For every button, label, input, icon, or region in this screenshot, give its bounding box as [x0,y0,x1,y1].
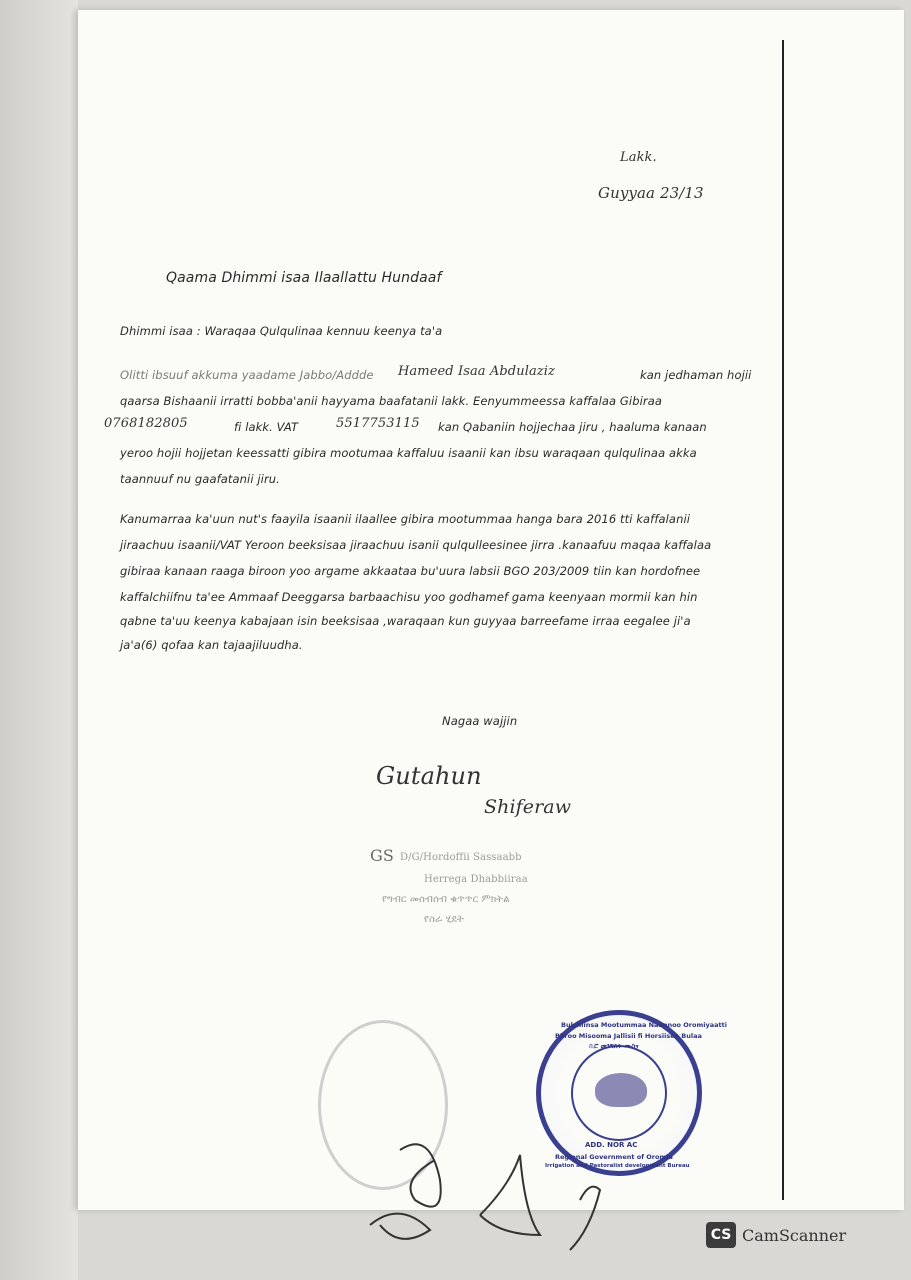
handwritten-tin: 0768182805 [104,416,188,431]
paragraph1-vat-label: fi lakk. VAT [234,420,299,434]
paragraph1-line5: taannuuf nu gaafatanii jiru. [120,472,280,486]
stamp-text-bottom2: Irrigation and Pastoralist development Bureau [545,1163,690,1169]
initial-scribble-3 [480,1155,540,1235]
signatory-title-1: D/G/Hordoffii Sassaabb [400,852,522,863]
stamp-text-amharic: ቢሮ መንግስት ሙስና [589,1042,639,1050]
paragraph1-line1: Olitti ibsuuf akkuma yaadame Jabbo/Addde [120,368,374,382]
handwritten-name: Hameed Isaa Abdulaziz [398,364,555,379]
paragraph1-line2: qaarsa Bishaanii irratti bobba'anii hayyama baafatanii lakk. Eenyummeessa kaffalaa Gibiraa [120,394,663,408]
stamp-tree-emblem [595,1073,647,1107]
document-page [78,10,904,1210]
stamp-text-inner: ADD. NOR AC [585,1141,638,1149]
page-border-line [782,40,784,1200]
handwritten-vat: 5517753115 [336,416,420,431]
paragraph2-line6: ja'a(6) qofaa kan tajaajiluudha. [120,638,303,652]
paragraph2-line3: gibiraa kanaan raaga biroon yoo argame akkaataa bu'uura labsii BGO 203/2009 tiin kan hordofnee [120,564,701,578]
camscanner-logo-icon: CS [706,1222,736,1248]
paragraph2-line2: jiraachuu isaanii/VAT Yeroon beeksisaa jiraachuu isanii qulqulleesinee jirra .kanaafuu maqaa kaffalaa [120,538,712,552]
subject-line: Dhimmi isaa : Waraqaa Qulqulinaa kennuu keenya ta'a [120,324,443,338]
initials-scribbles [360,1120,640,1260]
paragraph1-line1-end: kan jedhaman hojii [640,368,752,382]
signatory-title-2: Herrega Dhabbiiraa [424,874,528,885]
initial-scribble-2 [370,1214,430,1239]
initial-scribble-4 [570,1187,600,1250]
signature-scrawl-2: Shiferaw [484,796,572,818]
paper-fold-shadow [0,0,78,1280]
signatory-initials: GS [370,846,394,865]
signatory-title-3: የግብር መሰብሰብ ቁጥጥር ምክትል [382,894,510,905]
paragraph2-line1: Kanumarraa ka'uun nut's faayila isaanii ilaallee gibira mootummaa hanga bara 2016 tti kaffalanii [120,512,691,526]
stamp-text-mid: Biiroo Misooma Jallisii fi Horsiisee Bulaa [555,1032,702,1040]
recipient-line: Qaama Dhimmi isaa Ilaallattu Hundaaf [166,270,442,286]
signatory-title-4: የስራ ሂደት [424,914,464,925]
initial-scribble-1 [400,1144,441,1206]
paragraph1-line4: yeroo hojii hojjetan keessatti gibira mootumaa kaffaluu isaanii kan ibsu waraqaan qulqulinaa akka [120,446,697,460]
stamp-text-bottom: Regional Government of Oromia [555,1153,673,1161]
paragraph2-line4: kaffalchiifnu ta'ee Ammaaf Deeggarsa barbaachisu yoo godhamef gama keenyaan mormii kan hin [120,590,698,604]
reference-date: Guyyaa 23/13 [598,184,704,202]
camscanner-name: CamScanner [742,1226,847,1245]
closing-line: Nagaa wajjin [442,714,518,728]
paragraph2-line5: qabne ta'uu keenya kabajaan isin beeksisaa ,waraqaan kun guyyaa barreefame irraa eegalee ji'a [120,614,691,628]
paragraph1-line3-end: kan Qabaniin hojjechaa jiru , haaluma kanaan [438,420,707,434]
stamp-text-top: Bulchiinsa Mootummaa Naannoo Oromiyaatti [561,1021,727,1029]
signature-scrawl: Gutahun [376,762,482,790]
reference-number: Lakk. [620,150,657,165]
